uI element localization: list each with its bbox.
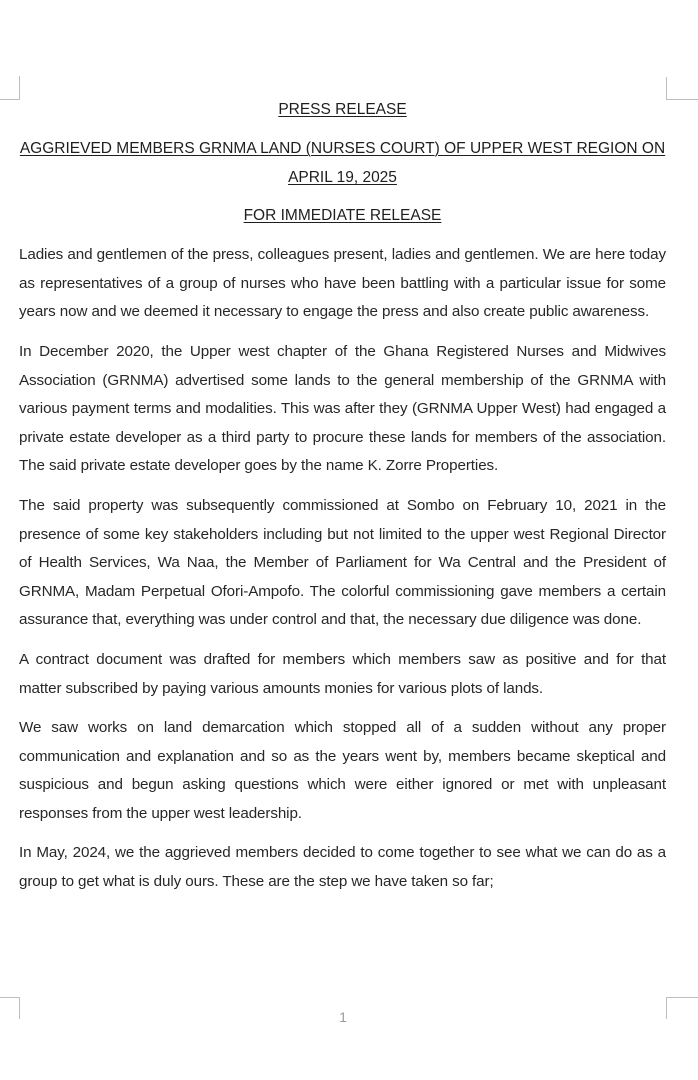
- margin-corner-bottom-left: [0, 997, 20, 1019]
- document-subtitle-text: AGGRIEVED MEMBERS GRNMA LAND (NURSES COURT) OF UPPER WEST REGION ON APRIL 19, 2025: [19, 139, 666, 186]
- release-note: [19, 202, 666, 231]
- page-number: 1: [339, 1009, 347, 1025]
- margin-corner-bottom-right: [666, 997, 698, 1019]
- paragraph-contract: A contract document was drafted for members which members saw as positive and for that matter subscribed by paying various amounts monies for various plots of lands.: [19, 650, 666, 697]
- paragraph-steps: In May, 2024, we the aggrieved members decided to come together to see what we can do as a group to get what is duly ours. These are the step we have taken so far;: [19, 844, 666, 891]
- document-body: [19, 96, 666, 908]
- paragraph-background: In December 2020, the Upper west chapter of the Ghana Registered Nurses and Midwives Association (GRNMA) advertised some lands to the general membership of the GRNMA with various payment terms and modalities. This was after they (GRNMA Upper West) had engaged a private estate developer as a third party to procure these lands for members of the association. The said private estate developer goes by the name K. Zorre Properties.: [19, 342, 666, 475]
- release-note-text: FOR IMMEDIATE RELEASE: [243, 207, 442, 225]
- document-subtitle: [19, 135, 666, 193]
- paragraph-demarcation: We saw works on land demarcation which stopped all of a sudden without any proper communication and explanation and so as the years went by, members became skeptical and suspicious and begun asking questions which were either ignored or met with unpleasant responses from the upper west leadership.: [19, 719, 666, 822]
- paragraph-commissioning: The said property was subsequently commissioned at Sombo on February 10, 2021 in the presence of some key stakeholders including but not limited to the upper west Regional Director of Health Services, Wa Naa, the Member of Parliament for Wa Central and the President of GRNMA, Madam Perpetual Ofori-Ampofo. The colorful commissioning gave members a certain assurance that, everything was under control and that, the necessary due diligence was done.: [19, 496, 666, 629]
- document-title: [19, 96, 666, 125]
- document-title-text: PRESS RELEASE: [278, 101, 407, 118]
- paragraph-intro: Ladies and gentlemen of the press, colleagues present, ladies and gentlemen. We are here today as representatives of a group of nurses who have been battling with a particular issue for some years now and we deemed it necessary to engage the press and also create public awareness.: [19, 246, 666, 321]
- margin-corner-top-right: [666, 77, 698, 100]
- margin-corner-top-left: [0, 76, 20, 100]
